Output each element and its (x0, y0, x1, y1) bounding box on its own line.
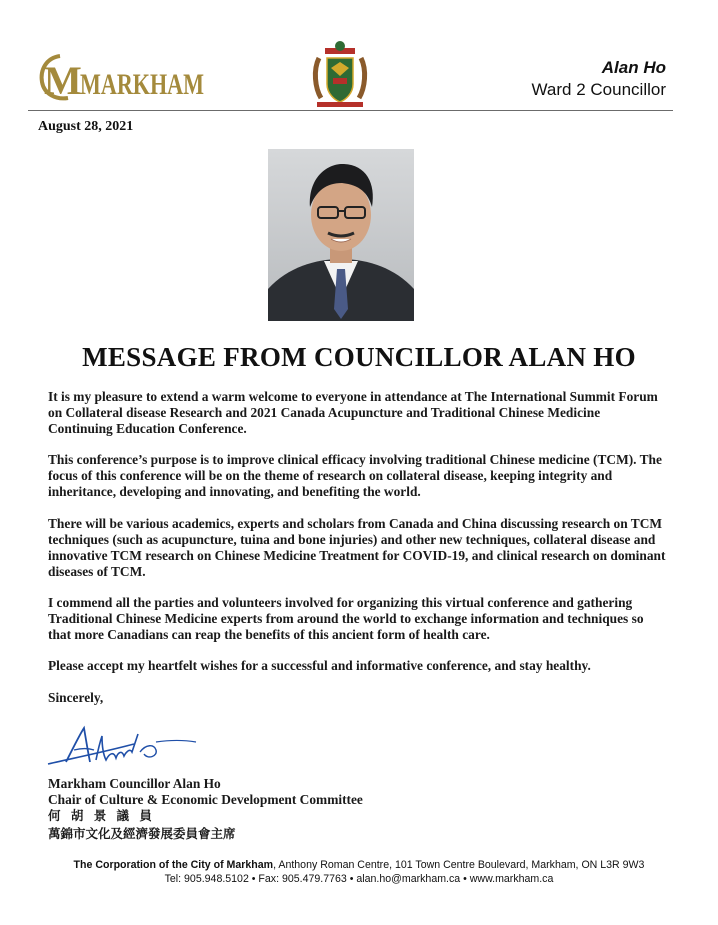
svg-text:M: M (44, 58, 82, 103)
letter-paragraph: It is my pleasure to extend a warm welcome to everyone in attendance at The International Summit Forum on Collateral disease Research and 2021 Canada Acupuncture and Traditional Chinese Medicine Continuing Education Conference. (48, 389, 658, 436)
markham-logo (38, 48, 208, 104)
letter-paragraph: Please accept my heartfelt wishes for a successful and informative conference, and stay healthy. (48, 658, 591, 673)
footer-address-text: , Anthony Roman Centre, 101 Town Centre Boulevard, Markham, ON L3R 9W3 (273, 859, 645, 871)
city-crest-icon (311, 40, 369, 112)
letter-closing: Sincerely, (48, 690, 104, 705)
message-heading: MESSAGE FROM COUNCILLOR ALAN HO (82, 342, 636, 372)
handwritten-signature (44, 722, 204, 774)
letter-date: August 28, 2021 (38, 119, 134, 134)
signatory-name: Markham Councillor Alan Ho (48, 776, 221, 791)
letter-paragraph: There will be various academics, experts and scholars from Canada and China discussing research on TCM techniques (such as acupuncture, tuina and bone injuries) and other new techniques, collateral disease and innovative TCM research on Chinese Medicine Treatment for COVID-19, and clinical research on dominant diseases of TCM. (48, 516, 666, 579)
svg-text:MARKHAM: MARKHAM (80, 68, 204, 101)
signatory-role: Chair of Culture & Economic Development Committee (48, 792, 363, 807)
councillor-title: Ward 2 Councillor (531, 80, 666, 99)
footer-address (0, 859, 718, 871)
footer-contact: Tel: 905.948.5102 • Fax: 905.479.7763 • alan.ho@markham.ca • www.markham.ca (164, 873, 554, 885)
councillor-name: Alan Ho (601, 58, 666, 77)
signatory-role-chinese: 萬錦市文化及經濟發展委員會主席 (48, 826, 236, 841)
letter-paragraph: This conference’s purpose is to improve clinical efficacy involving traditional Chinese medicine (TCM). The focus of this conference will be on the theme of research on collateral disease, keeping integrity and inheritance, developing and innovating, and benefiting the world. (48, 452, 662, 499)
header-divider (28, 110, 673, 111)
signatory-name-chinese: 何 胡 景 議 員 (48, 808, 155, 823)
letter-paragraph: I commend all the parties and volunteers involved for organizing this virtual conference and gathering Traditional Chinese Medicine experts from around the world to exchange information and techniques so that more Canadians can reap the benefits of this ancient form of health care. (48, 595, 644, 642)
footer-org-name: The Corporation of the City of Markham (73, 859, 274, 871)
councillor-portrait (268, 149, 414, 321)
